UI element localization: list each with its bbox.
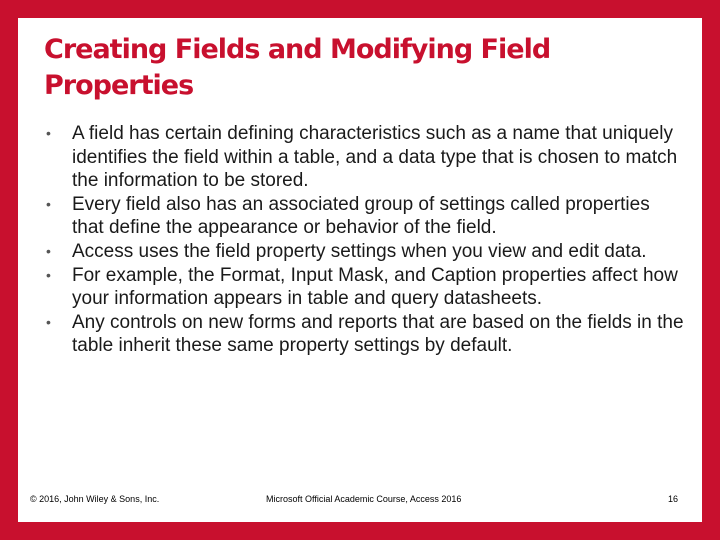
bullet-icon: • bbox=[46, 266, 51, 283]
bullet-item bbox=[46, 264, 686, 311]
slide-title: Creating Fields and Modifying Field Properties bbox=[44, 34, 551, 101]
page-number: 16 bbox=[667, 494, 678, 504]
bullet-text: A field has certain defining characteristics such as a name that uniquely identifies the field within a table, and a data type that is chosen to match the information to be stored. bbox=[72, 123, 678, 192]
bullet-text: Any controls on new forms and reports that are based on the fields in the table inherit these same property settings by default. bbox=[72, 311, 684, 357]
slide bbox=[18, 18, 702, 522]
footer-course: Microsoft Official Academic Course, Access 2016 bbox=[266, 494, 462, 504]
bullet-icon: • bbox=[46, 195, 51, 212]
bullet-icon: • bbox=[46, 125, 51, 141]
bullet-text: Every field also has an associated group of settings called properties that define the appearance or behavior of the field. bbox=[72, 193, 650, 239]
bullet-item bbox=[46, 193, 686, 240]
bullet-icon: • bbox=[46, 242, 51, 259]
bullet-item bbox=[46, 240, 686, 264]
bullet-text: Access uses the field property settings when you view and edit data. bbox=[72, 240, 647, 262]
bullet-list bbox=[46, 122, 686, 358]
bullet-item bbox=[46, 122, 686, 193]
footer-copyright: © 2016, John Wiley & Sons, Inc. bbox=[30, 494, 160, 504]
bullet-item bbox=[46, 311, 686, 358]
bullet-icon: • bbox=[46, 313, 51, 330]
bullet-text: For example, the Format, Input Mask, and Caption properties affect how your information appears in table and query datasheets. bbox=[72, 264, 678, 310]
